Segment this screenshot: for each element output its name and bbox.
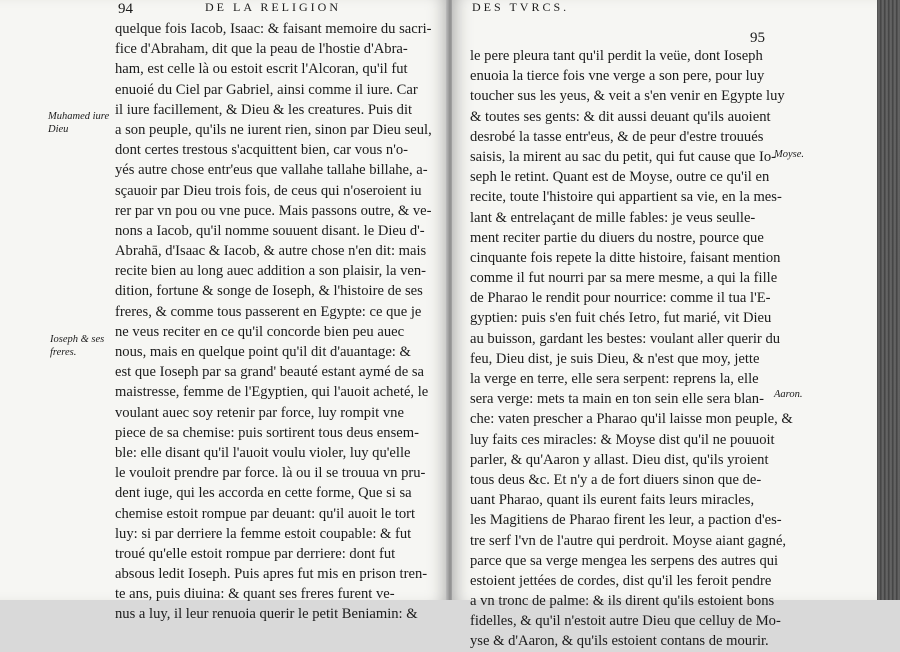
text-line: seph le retint. Quant est de Moyse, outre ce qu'il en: [470, 169, 770, 186]
left-page: [0, 0, 448, 623]
margin-note-muhamed: Muhamed iure Dieu: [48, 111, 110, 135]
text-line: comme il fut nourri par sa mere mesme, a qui la fille: [470, 270, 778, 287]
text-line: sera verge: mets ta main en ton sein elle sera blan-: [470, 391, 764, 408]
margin-note-moyse: Moyse.: [774, 149, 805, 160]
text-line: tre serf l'vn de l'autre qui perdroit. Moyse aiant gagné,: [470, 532, 787, 549]
text-line: le vouloit prendre par force. là ou il se trouua vn pru-: [115, 465, 426, 482]
text-line: nous, mais en quelque point qu'il dit d'auantage: &: [115, 344, 411, 360]
text-line: sçauoir par Dieu trois fois, de ceus qui n'oseroient iu: [115, 182, 422, 199]
text-line: chemise estoit rompue par deuant: qu'il auoit le tort: [115, 505, 416, 522]
text-line: est que Ioseph par sa grand' beauté estant aymé de sa: [115, 364, 424, 381]
text-line: luy faits ces miracles: & Moyse dist qu'il ne pouuoit: [470, 431, 775, 448]
text-line: a vn tronc de palme: & ils dirent qu'ils estoient bons: [470, 593, 775, 610]
text-line: parce que sa verge mengea les serpens des autres qui: [470, 552, 779, 569]
text-line: uant Pharao, quant ils eurent faits leurs miracles,: [470, 492, 755, 509]
text-line: enuoia la tierce fois vne verge a son pere, pour luy: [470, 68, 765, 85]
text-line: recite bien au long auec addition a son plaisir, la ven-: [115, 263, 427, 280]
text-line: a son peuple, qu'ils ne iurent rien, sinon par Dieu seul,: [115, 121, 432, 138]
text-line: piece de sa chemise: puis sortirent tous deus ensem-: [115, 424, 419, 441]
text-line: nus a luy, il leur renuoia querir le petit Beniamin: &: [115, 606, 418, 623]
text-line: il iure facillement, & Dieu & les creatures. Puis dit: [115, 101, 413, 118]
text-line: saisis, la mirent au sac du petit, qui fut cause que Io-: [470, 148, 776, 165]
text-line: Abrahā, d'Isaac & Iacob, & autre chose n'en dit: mais: [115, 243, 427, 260]
text-line: dition, fortune & songe de Ioseph, & l'histoire de ses: [115, 283, 423, 300]
left-text-block: [115, 19, 430, 625]
margin-note-aaron: Aaron.: [774, 389, 803, 400]
text-line: ham, est celle là ou estoit escrit l'Alcoran, qu'il fut: [115, 61, 408, 78]
margin-note-ioseph: Ioseph & ses freres.: [50, 334, 105, 358]
right-page: [452, 0, 877, 650]
right-running-head: DES TVRCS.: [472, 0, 570, 14]
text-line: enuoié du Ciel par Gabriel, ainsi comme il iure. Car: [115, 81, 418, 98]
text-line: feu, Dieu dist, je suis Dieu, & n'est que moy, jette: [470, 350, 760, 367]
text-line: fice d'Abraham, dit que la peau de l'hostie d'Abra-: [115, 41, 408, 58]
text-line: ble: elle disant qu'il l'auoit voulu violer, luy qu'elle: [115, 444, 411, 461]
text-line: tous deus &c. Et n'y a de fort diuers sinon que de-: [470, 471, 762, 488]
text-line: lant & entrelaçant de mille fables: je veus seulle-: [470, 209, 756, 226]
text-line: nons a Iacob, qu'il nomme souuent disant. le Dieu d'-: [115, 222, 425, 239]
text-line: ne veus reciter en ce qu'il concorde bien peu auec: [115, 323, 405, 340]
text-line: desrobé la tasse entr'eus, & de peur d'estre trouués: [470, 128, 764, 145]
text-line: parler, & qu'Aaron y allast. Dieu dist, qu'ils yroient: [470, 451, 769, 468]
text-line: les Magitiens de Pharao firent les leur, a paction d'es-: [470, 512, 782, 529]
text-line: yés autre chose entr'eus que vallahe tallahe billahe, a-: [115, 162, 428, 179]
left-page-number: 94: [118, 1, 133, 17]
text-line: cinquante fois repete la ditte histoire, faisant mention: [470, 249, 781, 266]
text-line: ment reciter partie du diuers du nostre, pource que: [470, 229, 764, 246]
text-line: troué qu'elle estoit rompue par derriere: dont fut: [115, 545, 396, 562]
text-line: te ans, puis diuina: & quant ses freres furent ve-: [115, 586, 395, 603]
text-line: luy: si par derriere la femme estoit coupable: & fut: [115, 525, 412, 542]
text-line: rer par vn pou ou vne puce. Mais passons outre, & ve-: [115, 202, 432, 219]
right-page-number: 95: [750, 30, 765, 46]
text-line: la verge en terre, elle sera serpent: reprens la, elle: [470, 371, 759, 387]
left-running-head: DE LA RELIGION: [205, 0, 341, 14]
text-line: absous ledit Ioseph. Puis apres fut mis en prison tren-: [115, 566, 428, 583]
text-line: au buisson, gardant les bestes: voulant aller querir du: [470, 330, 781, 347]
text-line: maistresse, femme de l'Egyptien, qui l'auoit acheté, le: [115, 384, 429, 401]
text-line: gyptien: puis s'en fuit chés Ietro, fut marié, vit Dieu: [470, 310, 772, 327]
text-line: dent iuge, qui les accorda en cette forme, Que si sa: [115, 485, 412, 502]
text-line: toucher sus les yeus, & veit a s'en venir en Egypte luy: [470, 88, 785, 105]
text-line: estoient jettées de cordes, dist qu'il les feroit pendre: [470, 572, 772, 589]
text-line: dont certes trestous s'acquittent bien, car vous n'o-: [115, 142, 409, 159]
text-line: voulant auec soy retenir par force, luy rompit vne: [115, 404, 404, 421]
text-line: de Pharao le rendit pour nourrice: comme il tua l'E-: [470, 290, 771, 307]
text-line: & toutes ses gents: & dit aussi deuant qu'ils auoient: [470, 108, 771, 125]
text-line: recite, toute l'histoire qui appartient sa vie, en la mes-: [470, 189, 782, 206]
text-line: freres, & comme tous passerent en Egypte: ce que je: [115, 303, 422, 320]
text-line: yse & d'Aaron, & qu'ils estoient contans de mourir.: [470, 633, 769, 650]
text-line: quelque fois Iacob, Isaac: & faisant memoire du sacri-: [115, 21, 432, 37]
text-line: che: vaten prescher a Pharao qu'il laisse mon peuple, &: [470, 411, 793, 428]
book-edge: [877, 0, 900, 600]
text-line: le pere pleura tant qu'il perdit la veüe, dont Ioseph: [470, 48, 763, 64]
right-text-block: [470, 46, 793, 652]
text-line: fidelles, & qu'il n'estoit autre Dieu que celluy de Mo-: [470, 613, 781, 630]
